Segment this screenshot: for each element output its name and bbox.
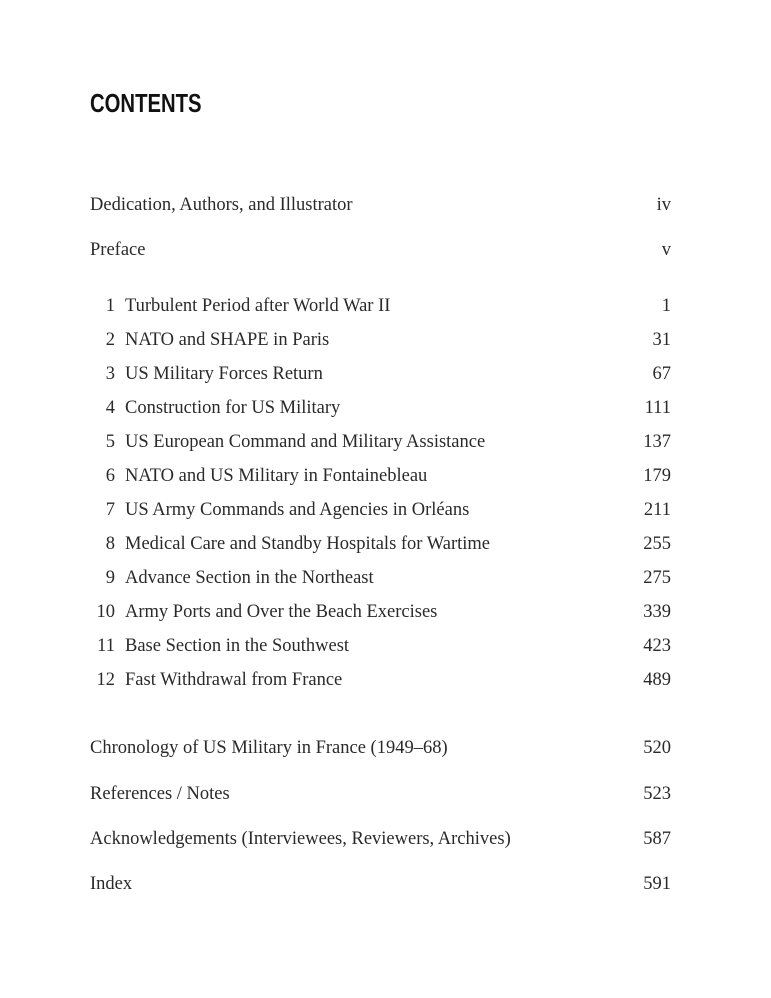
chapter-page: 211 — [643, 500, 671, 520]
toc-entry-dedication[interactable] — [90, 193, 671, 217]
chapter-title: Base Section in the Southwest — [125, 636, 350, 656]
toc-entry-page: 587 — [643, 829, 671, 849]
chapter-number: 3 — [105, 364, 115, 384]
toc-entry-label: Index — [90, 874, 133, 894]
toc-chapter-8[interactable] — [90, 532, 671, 556]
chapter-title: US Military Forces Return — [125, 364, 323, 384]
chapter-page: 275 — [643, 568, 671, 588]
chapter-page: 255 — [643, 534, 671, 554]
toc-entry-label: References / Notes — [90, 784, 230, 804]
toc-entry-chronology[interactable] — [90, 736, 671, 760]
chapter-number: 7 — [105, 500, 115, 520]
toc-entry-page: 523 — [643, 784, 671, 804]
toc-chapter-6[interactable] — [90, 464, 671, 488]
chapter-title: US Army Commands and Agencies in Orléans — [125, 500, 470, 520]
chapter-page: 111 — [644, 398, 671, 418]
toc-entry-label: Dedication, Authors, and Illustrator — [90, 195, 353, 215]
chapter-number: 1 — [105, 296, 115, 316]
toc-chapter-3[interactable] — [90, 362, 671, 386]
chapter-number: 10 — [96, 602, 115, 622]
chapter-number: 5 — [105, 432, 115, 452]
page-title: CONTENTS — [90, 88, 202, 118]
chapter-number: 11 — [97, 636, 115, 656]
toc-chapter-7[interactable] — [90, 498, 671, 522]
toc-entry-page: iv — [656, 195, 671, 215]
toc-chapter-10[interactable] — [90, 600, 671, 624]
chapter-page: 489 — [643, 670, 671, 690]
toc-entry-references[interactable] — [90, 782, 671, 806]
toc-entry-label: Preface — [90, 240, 146, 260]
chapter-title: US European Command and Military Assistance — [125, 432, 486, 452]
toc-entry-page: 591 — [643, 874, 671, 894]
chapter-title: Medical Care and Standby Hospitals for Wartime — [125, 534, 490, 554]
toc-entry-page: v — [661, 240, 671, 260]
chapter-title: NATO and US Military in Fontainebleau — [125, 466, 428, 486]
toc-entry-label: Acknowledgements (Interviewees, Reviewers, Archives) — [90, 829, 511, 849]
toc-entry-acknowledgements[interactable] — [90, 827, 671, 851]
chapter-title: Turbulent Period after World War II — [125, 296, 391, 316]
chapter-number: 2 — [105, 330, 115, 350]
chapter-page: 137 — [643, 432, 671, 452]
chapter-page: 423 — [643, 636, 671, 656]
toc-entry-page: 520 — [643, 738, 671, 758]
chapter-page: 31 — [652, 330, 671, 350]
toc-chapter-11[interactable] — [90, 634, 671, 658]
chapter-title: NATO and SHAPE in Paris — [125, 330, 330, 350]
toc-entry-index[interactable] — [90, 872, 671, 896]
toc-entry-preface[interactable] — [90, 238, 671, 262]
toc-chapter-4[interactable] — [90, 396, 671, 420]
chapter-title: Fast Withdrawal from France — [125, 670, 343, 690]
chapter-page: 179 — [643, 466, 671, 486]
toc-chapter-5[interactable] — [90, 430, 671, 454]
toc-entry-label: Chronology of US Military in France (1949–68) — [90, 738, 448, 758]
chapter-number: 12 — [96, 670, 115, 690]
toc-chapter-9[interactable] — [90, 566, 671, 590]
chapter-number: 6 — [105, 466, 115, 486]
chapter-page: 339 — [643, 602, 671, 622]
toc-chapter-2[interactable] — [90, 328, 671, 352]
chapter-number: 9 — [105, 568, 115, 588]
chapter-title: Army Ports and Over the Beach Exercises — [125, 602, 438, 622]
chapter-number: 8 — [105, 534, 115, 554]
toc-chapter-12[interactable] — [90, 668, 671, 692]
chapter-page: 67 — [652, 364, 671, 384]
chapter-page: 1 — [661, 296, 671, 316]
chapter-number: 4 — [105, 398, 115, 418]
toc-chapter-1[interactable] — [90, 294, 671, 318]
chapter-title: Advance Section in the Northeast — [125, 568, 374, 588]
chapter-title: Construction for US Military — [125, 398, 341, 418]
